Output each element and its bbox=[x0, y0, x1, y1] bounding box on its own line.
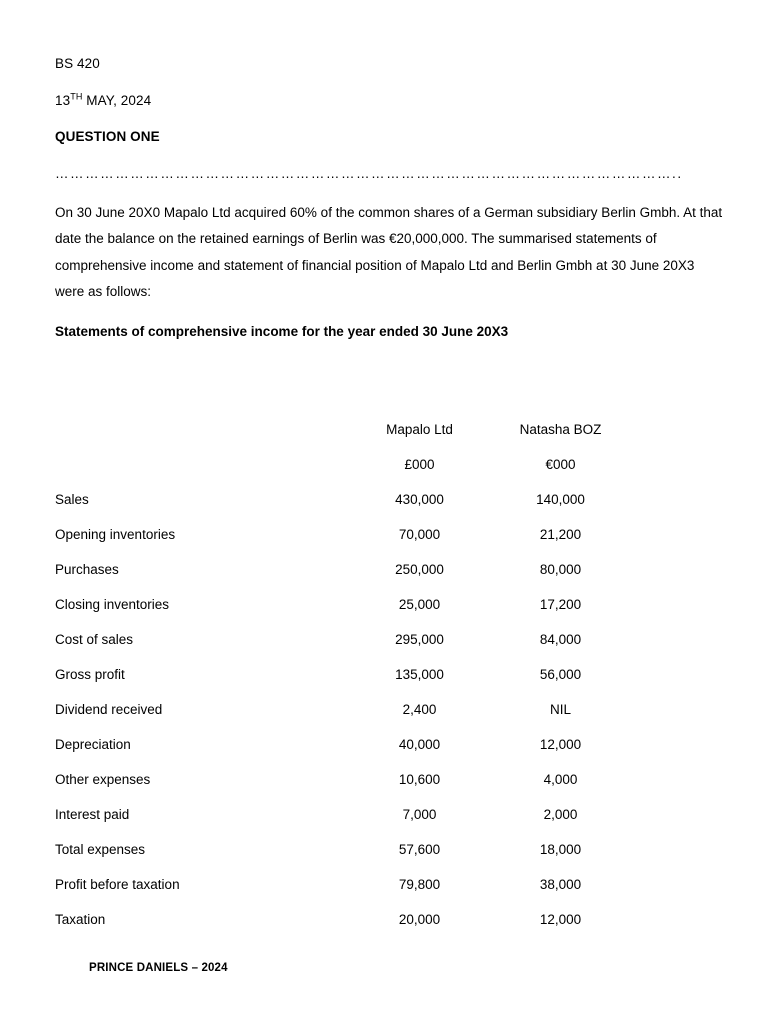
row-value-mapalo: 2,400 bbox=[402, 701, 437, 717]
table-header-row bbox=[55, 412, 631, 447]
table-row bbox=[55, 727, 631, 762]
table-row bbox=[55, 867, 631, 902]
row-label: Closing inventories bbox=[55, 596, 170, 612]
row-value-mapalo: 20,000 bbox=[398, 911, 441, 927]
row-value-natasha: 4,000 bbox=[543, 771, 578, 787]
row-value-mapalo: 10,600 bbox=[398, 771, 441, 787]
table-row bbox=[55, 482, 631, 517]
row-value-natasha: 12,000 bbox=[539, 911, 582, 927]
table-row bbox=[55, 797, 631, 832]
date-day: 13 bbox=[55, 92, 71, 108]
row-value-natasha: 18,000 bbox=[539, 841, 582, 857]
table-row bbox=[55, 762, 631, 797]
document-date bbox=[55, 91, 715, 108]
row-label: Sales bbox=[55, 491, 89, 507]
document-body bbox=[55, 56, 723, 339]
row-value-mapalo: 295,000 bbox=[395, 631, 444, 647]
comprehensive-income-table bbox=[55, 412, 631, 937]
table-unit-row bbox=[55, 447, 631, 482]
row-label: Cost of sales bbox=[55, 631, 134, 647]
question-heading: QUESTION ONE bbox=[55, 129, 160, 144]
row-value-natasha: NIL bbox=[549, 701, 571, 717]
financial-table-container bbox=[55, 412, 715, 937]
table-header-natasha: Natasha BOZ bbox=[519, 421, 602, 437]
table-row bbox=[55, 587, 631, 622]
table-row bbox=[55, 552, 631, 587]
table-row bbox=[55, 657, 631, 692]
table-unit-natasha: €000 bbox=[545, 456, 576, 472]
table-row bbox=[55, 622, 631, 657]
row-label: Interest paid bbox=[55, 806, 130, 822]
row-label: Other expenses bbox=[55, 771, 151, 787]
table-row bbox=[55, 517, 631, 552]
table-row bbox=[55, 692, 631, 727]
row-label: Taxation bbox=[55, 911, 106, 927]
row-value-mapalo: 7,000 bbox=[402, 806, 437, 822]
table-heading: Statements of comprehensive income for the year ended 30 June 20X3 bbox=[55, 323, 509, 339]
row-value-natasha: 84,000 bbox=[539, 631, 582, 647]
row-value-mapalo: 430,000 bbox=[395, 491, 444, 507]
row-value-mapalo: 40,000 bbox=[398, 736, 441, 752]
intro-paragraph: On 30 June 20X0 Mapalo Ltd acquired 60% of the common shares of a German subsidiary Berlin Gmbh. At that date the balance on the retained earnings of Berlin was €20,000,000. The summarised statements of comprehensive income and statement of financial position of Mapalo Ltd and Berlin Gmbh at 30 June 20X3 were as follows: bbox=[55, 204, 723, 299]
course-code: BS 420 bbox=[55, 56, 100, 71]
table-header-mapalo: Mapalo Ltd bbox=[386, 421, 453, 437]
table-row bbox=[55, 902, 631, 937]
row-value-mapalo: 25,000 bbox=[398, 596, 441, 612]
table-header-blank bbox=[55, 412, 349, 447]
row-value-mapalo: 70,000 bbox=[398, 526, 441, 542]
date-remainder: MAY, 2024 bbox=[82, 92, 152, 108]
row-value-mapalo: 57,600 bbox=[398, 841, 441, 857]
row-label: Gross profit bbox=[55, 666, 125, 682]
row-value-natasha: 2,000 bbox=[543, 806, 578, 822]
page-footer: PRINCE DANIELS – 2024 bbox=[89, 962, 228, 974]
dotted-separator: …………………………………………………………………………………………………………….. bbox=[55, 166, 683, 181]
row-value-natasha: 38,000 bbox=[539, 876, 582, 892]
row-value-natasha: 80,000 bbox=[539, 561, 582, 577]
row-label: Profit before taxation bbox=[55, 876, 180, 892]
row-value-natasha: 56,000 bbox=[539, 666, 582, 682]
row-label: Total expenses bbox=[55, 841, 146, 857]
row-label: Purchases bbox=[55, 561, 119, 577]
table-row bbox=[55, 832, 631, 867]
row-value-natasha: 17,200 bbox=[539, 596, 582, 612]
date-ordinal-suffix: TH bbox=[70, 91, 83, 101]
row-value-mapalo: 79,800 bbox=[398, 876, 441, 892]
table-unit-blank bbox=[55, 447, 349, 482]
row-label: Opening inventories bbox=[55, 526, 176, 542]
row-value-natasha: 21,200 bbox=[539, 526, 582, 542]
row-label: Dividend received bbox=[55, 701, 163, 717]
row-value-mapalo: 135,000 bbox=[395, 666, 444, 682]
row-value-mapalo: 250,000 bbox=[395, 561, 444, 577]
table-unit-mapalo: £000 bbox=[404, 456, 435, 472]
row-value-natasha: 140,000 bbox=[536, 491, 585, 507]
row-label: Depreciation bbox=[55, 736, 131, 752]
row-value-natasha: 12,000 bbox=[539, 736, 582, 752]
